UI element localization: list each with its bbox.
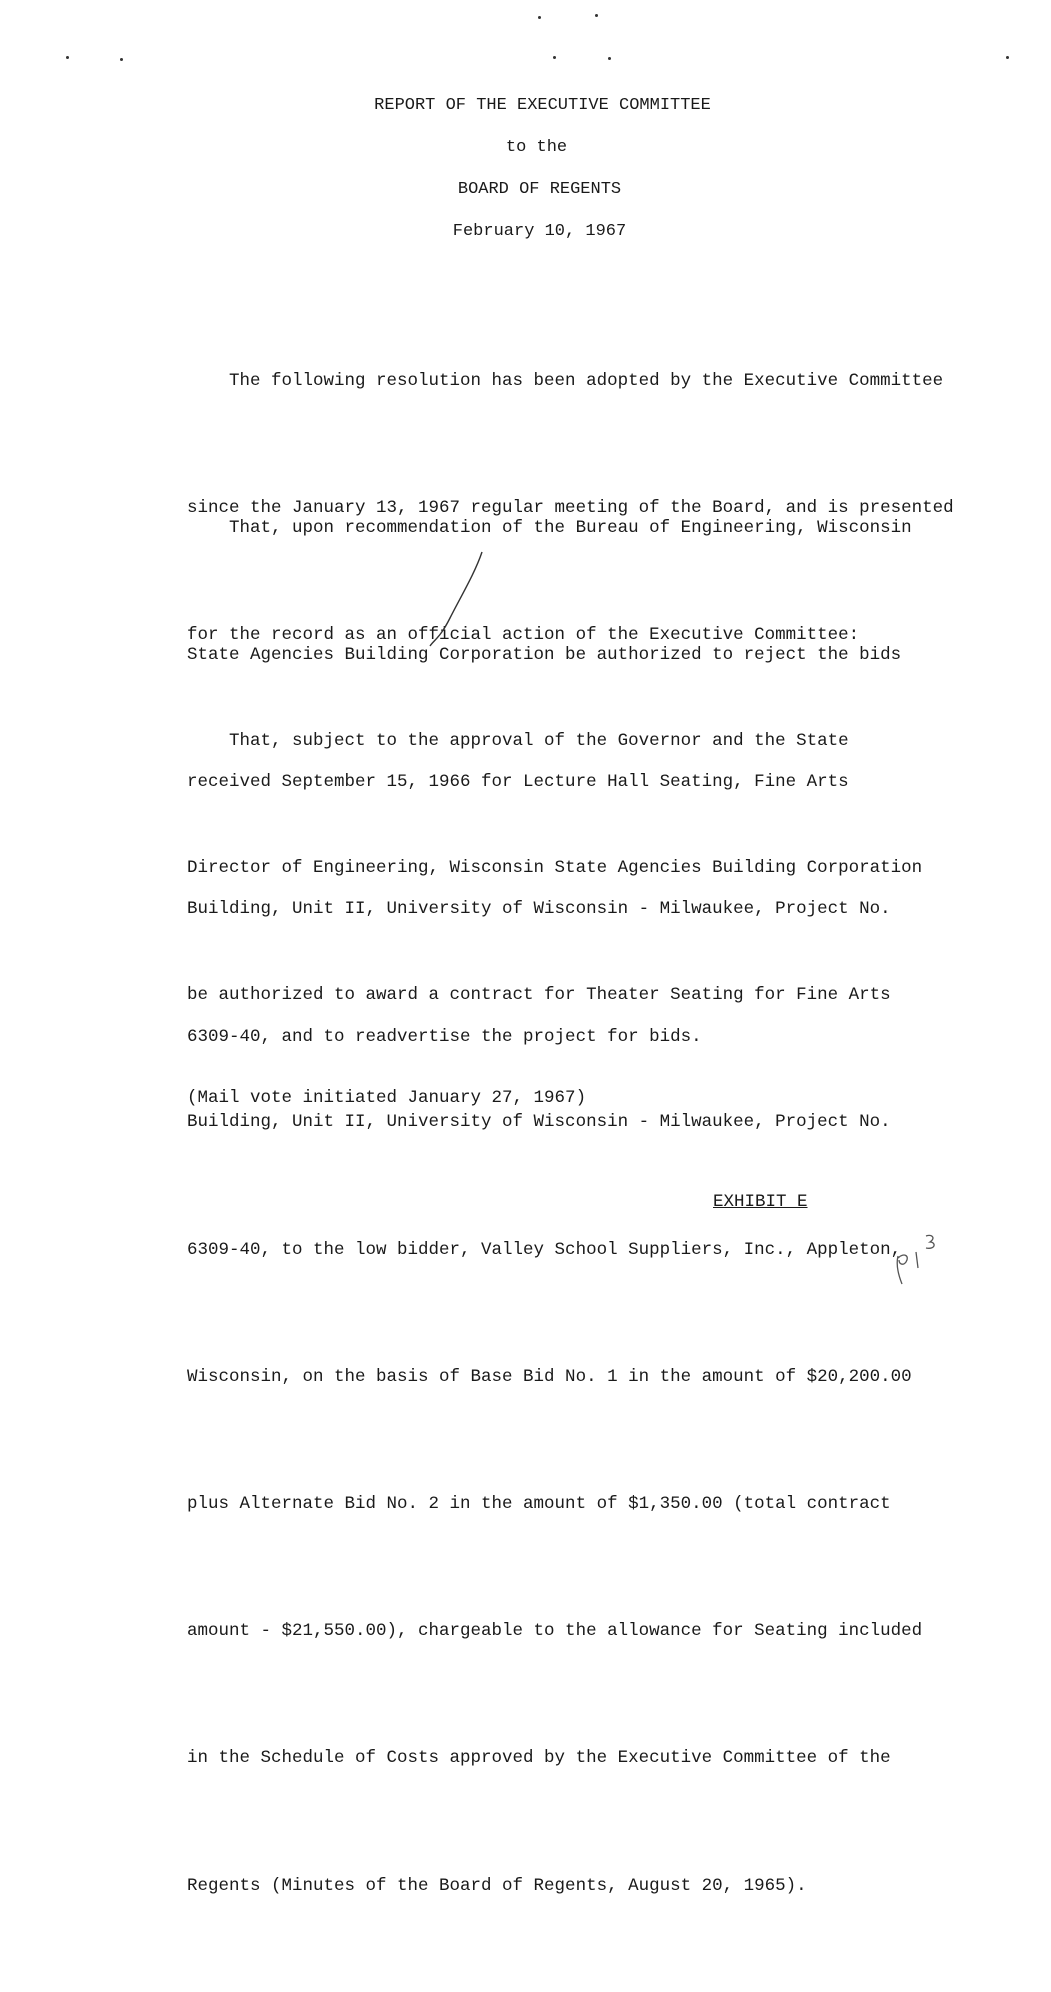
text-line: since the January 13, 1967 regular meeting of the Board, and is presented xyxy=(187,498,954,519)
exhibit-label: EXHIBIT E xyxy=(713,1192,808,1212)
mail-vote-note: (Mail vote initiated January 27, 1967) xyxy=(187,1088,587,1108)
report-recipient: BOARD OF REGENTS xyxy=(457,180,622,199)
text-line: Building, Unit II, University of Wisconsin - Milwaukee, Project No. xyxy=(187,1112,891,1133)
report-title-connector: to the xyxy=(505,138,568,157)
report-title: REPORT OF THE EXECUTIVE COMMITTEE xyxy=(374,96,711,115)
text-line: be authorized to award a contract for Theater Seating for Fine Arts xyxy=(187,985,891,1006)
text-line: for the record as an official action of the Executive Committee: xyxy=(187,625,860,646)
scan-speck xyxy=(538,16,541,19)
resolution-award-contract xyxy=(187,635,977,1992)
pen-mark-icon xyxy=(420,548,490,648)
scan-speck xyxy=(608,57,611,60)
text-line: That, upon recommendation of the Bureau of Engineering, Wisconsin xyxy=(187,517,912,538)
scan-speck xyxy=(66,56,69,59)
text-line: Building, Unit II, University of Wisconsin - Milwaukee, Project No. xyxy=(187,899,891,920)
scan-speck xyxy=(595,14,598,17)
report-date: February 10, 1967 xyxy=(452,222,627,241)
scan-speck xyxy=(1006,56,1009,59)
text-line: The following resolution has been adopted by the Executive Committee xyxy=(187,370,944,391)
text-line: State Agencies Building Corporation be authorized to reject the bids xyxy=(187,645,902,666)
text-line: amount - $21,550.00), chargeable to the allowance for Seating included xyxy=(187,1621,923,1642)
text-line: 6309-40, and to readvertise the project for bids. xyxy=(187,1026,702,1047)
text-line: Wisconsin, on the basis of Base Bid No. 1 in the amount of $20,200.00 xyxy=(187,1366,912,1387)
text-line: received September 15, 1966 for Lecture Hall Seating, Fine Arts xyxy=(187,772,849,793)
scan-speck xyxy=(553,56,556,59)
text-line: Director of Engineering, Wisconsin State Agencies Building Corporation xyxy=(187,858,923,879)
text-line: That, subject to the approval of the Governor and the State xyxy=(187,730,849,751)
text-line: plus Alternate Bid No. 2 in the amount of $1,350.00 (total contract xyxy=(187,1494,891,1515)
scan-speck xyxy=(120,58,123,61)
text-line: Regents (Minutes of the Board of Regents, August 20, 1965). xyxy=(187,1875,807,1896)
handwritten-page-number-icon xyxy=(890,1230,950,1290)
text-line: 6309-40, to the low bidder, Valley School Suppliers, Inc., Appleton, xyxy=(187,1239,902,1260)
text-line: in the Schedule of Costs approved by the Executive Committee of the xyxy=(187,1748,891,1769)
